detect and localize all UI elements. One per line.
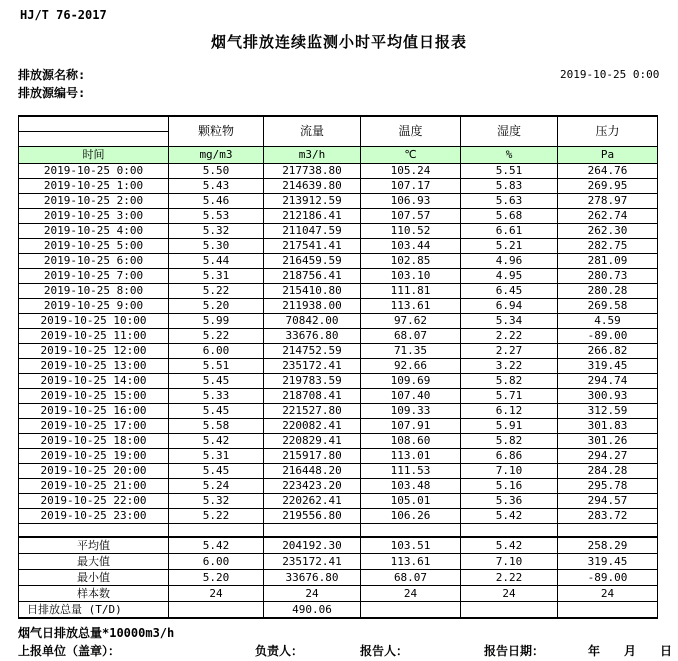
row-value: 68.07: [361, 328, 461, 343]
row-value: 111.81: [361, 283, 461, 298]
row-value: 105.01: [361, 493, 461, 508]
table-row: [19, 478, 658, 493]
row-label: 2019-10-25 0:00: [19, 163, 169, 178]
row-label: 日排放总量 (T/D): [19, 602, 169, 619]
row-value: 5.45: [169, 403, 264, 418]
row-value: 217738.80: [264, 163, 361, 178]
row-value: 3.22: [461, 358, 558, 373]
row-value: 281.09: [558, 253, 658, 268]
reporter-label: 报告人：: [360, 644, 409, 658]
row-value: 284.28: [558, 463, 658, 478]
table-row: [19, 493, 658, 508]
col-header-temperature: 温度: [361, 116, 461, 146]
row-value: 70842.00: [264, 313, 361, 328]
row-value: 106.26: [361, 508, 461, 523]
row-value: 223423.20: [264, 478, 361, 493]
row-value: 258.29: [558, 537, 658, 554]
row-value: 217541.41: [264, 238, 361, 253]
summary-row: [19, 586, 658, 602]
summary-row: [19, 537, 658, 554]
row-value: 5.22: [169, 328, 264, 343]
row-value: 490.06: [264, 602, 361, 619]
table-row: [19, 298, 658, 313]
total-emission-note: 烟气日排放总量*10000m3/h: [18, 626, 175, 640]
row-label: 2019-10-25 20:00: [19, 463, 169, 478]
row-value: 5.32: [169, 223, 264, 238]
row-value: 212186.41: [264, 208, 361, 223]
row-value: 5.44: [169, 253, 264, 268]
spacer-section: [19, 523, 658, 537]
day-label: 日: [660, 644, 673, 658]
row-value: 6.61: [461, 223, 558, 238]
row-value: -89.00: [558, 328, 658, 343]
row-label: 最大值: [19, 554, 169, 570]
row-value: 5.21: [461, 238, 558, 253]
header-row-pollutants: [19, 116, 658, 131]
row-value: 109.69: [361, 373, 461, 388]
unit-flow: m3/h: [264, 146, 361, 163]
row-value: 5.82: [461, 433, 558, 448]
row-value: 5.20: [169, 570, 264, 586]
row-value: 97.62: [361, 313, 461, 328]
row-value: 5.30: [169, 238, 264, 253]
row-value: 220829.41: [264, 433, 361, 448]
row-value: 294.57: [558, 493, 658, 508]
row-value: 269.95: [558, 178, 658, 193]
row-value: 110.52: [361, 223, 461, 238]
table-row: [19, 388, 658, 403]
row-value: 262.30: [558, 223, 658, 238]
row-value: 6.00: [169, 343, 264, 358]
row-value: 103.51: [361, 537, 461, 554]
row-value: [361, 602, 461, 619]
row-value: 5.43: [169, 178, 264, 193]
summary-row: [19, 554, 658, 570]
row-value: 220262.41: [264, 493, 361, 508]
row-value: 4.95: [461, 268, 558, 283]
hourly-report-table: [18, 115, 658, 619]
row-value: 215917.80: [264, 448, 361, 463]
row-value: 266.82: [558, 343, 658, 358]
row-label: 2019-10-25 8:00: [19, 283, 169, 298]
table-row: [19, 343, 658, 358]
table-row: [19, 328, 658, 343]
row-value: 5.31: [169, 448, 264, 463]
table-row: [19, 433, 658, 448]
report-date-label: 报告日期：: [484, 644, 545, 658]
row-value: 5.42: [461, 537, 558, 554]
row-value: 111.53: [361, 463, 461, 478]
row-value: 106.93: [361, 193, 461, 208]
summary-row: [19, 570, 658, 586]
row-value: 5.24: [169, 478, 264, 493]
col-header-humidity: 湿度: [461, 116, 558, 146]
spacer-row: [19, 523, 658, 537]
row-label: 2019-10-25 16:00: [19, 403, 169, 418]
table-row: [19, 163, 658, 178]
row-label: 2019-10-25 14:00: [19, 373, 169, 388]
unit-particulate: mg/m3: [169, 146, 264, 163]
report-datetime: 2019-10-25 0:00: [560, 68, 660, 81]
table-row: [19, 508, 658, 523]
row-value: 102.85: [361, 253, 461, 268]
col-header-particulate: 颗粒物: [169, 116, 264, 146]
row-label: 2019-10-25 2:00: [19, 193, 169, 208]
responsible-person-label: 负责人：: [255, 644, 304, 658]
row-value: 218756.41: [264, 268, 361, 283]
time-header: 时间: [19, 146, 169, 163]
row-value: 214639.80: [264, 178, 361, 193]
row-label: 2019-10-25 12:00: [19, 343, 169, 358]
row-value: 6.45: [461, 283, 558, 298]
row-value: 5.45: [169, 373, 264, 388]
row-value: 220082.41: [264, 418, 361, 433]
row-value: 5.46: [169, 193, 264, 208]
row-value: 319.45: [558, 358, 658, 373]
row-label: 2019-10-25 5:00: [19, 238, 169, 253]
row-value: 5.31: [169, 268, 264, 283]
row-label: 2019-10-25 17:00: [19, 418, 169, 433]
row-label: 2019-10-25 1:00: [19, 178, 169, 193]
row-value: 213912.59: [264, 193, 361, 208]
source-name-label: 排放源名称:: [18, 68, 86, 82]
row-value: 5.34: [461, 313, 558, 328]
row-value: 219556.80: [264, 508, 361, 523]
row-value: 5.22: [169, 283, 264, 298]
row-value: 264.76: [558, 163, 658, 178]
row-value: 5.16: [461, 478, 558, 493]
standard-code: HJ/T 76-2017: [20, 8, 107, 22]
row-value: 5.53: [169, 208, 264, 223]
row-value: 109.33: [361, 403, 461, 418]
month-label: 月: [624, 644, 637, 658]
row-value: 108.60: [361, 433, 461, 448]
row-value: 5.51: [461, 163, 558, 178]
table-row: [19, 448, 658, 463]
row-value: 204192.30: [264, 537, 361, 554]
row-value: 107.91: [361, 418, 461, 433]
summary-row: [19, 602, 658, 619]
row-value: 282.75: [558, 238, 658, 253]
col-header-flow: 流量: [264, 116, 361, 146]
table-row: [19, 313, 658, 328]
row-value: 68.07: [361, 570, 461, 586]
row-value: 5.42: [169, 537, 264, 554]
row-value: 24: [169, 586, 264, 602]
row-value: [169, 602, 264, 619]
row-value: 7.10: [461, 554, 558, 570]
row-value: 269.58: [558, 298, 658, 313]
row-value: 294.27: [558, 448, 658, 463]
row-value: 312.59: [558, 403, 658, 418]
summary-rows: [19, 537, 658, 618]
hourly-rows: [19, 163, 658, 523]
row-value: 5.71: [461, 388, 558, 403]
row-value: 5.63: [461, 193, 558, 208]
row-value: 5.32: [169, 493, 264, 508]
row-value: 7.10: [461, 463, 558, 478]
table-row: [19, 418, 658, 433]
row-value: 5.42: [169, 433, 264, 448]
col-header-pressure: 压力: [558, 116, 658, 146]
row-value: 6.94: [461, 298, 558, 313]
table-row: [19, 283, 658, 298]
row-value: 103.48: [361, 478, 461, 493]
signature-line: [0, 642, 678, 658]
row-value: 294.74: [558, 373, 658, 388]
row-value: 24: [361, 586, 461, 602]
row-value: 5.33: [169, 388, 264, 403]
unit-humidity: %: [461, 146, 558, 163]
row-value: 92.66: [361, 358, 461, 373]
row-value: 319.45: [558, 554, 658, 570]
row-label: 2019-10-25 4:00: [19, 223, 169, 238]
row-value: 216459.59: [264, 253, 361, 268]
source-id-label: 排放源编号:: [18, 86, 86, 100]
row-label: 2019-10-25 22:00: [19, 493, 169, 508]
row-value: 5.58: [169, 418, 264, 433]
row-value: 235172.41: [264, 358, 361, 373]
row-value: 107.17: [361, 178, 461, 193]
row-label: 2019-10-25 6:00: [19, 253, 169, 268]
row-value: 113.61: [361, 554, 461, 570]
row-value: 211047.59: [264, 223, 361, 238]
row-label: 2019-10-25 19:00: [19, 448, 169, 463]
table-row: [19, 358, 658, 373]
row-value: 262.74: [558, 208, 658, 223]
row-value: 5.50: [169, 163, 264, 178]
row-value: 283.72: [558, 508, 658, 523]
row-value: -89.00: [558, 570, 658, 586]
row-value: 4.59: [558, 313, 658, 328]
table-row: [19, 463, 658, 478]
table-row: [19, 178, 658, 193]
row-value: 295.78: [558, 478, 658, 493]
table-row: [19, 253, 658, 268]
row-value: 107.40: [361, 388, 461, 403]
row-label: 2019-10-25 21:00: [19, 478, 169, 493]
row-value: 113.61: [361, 298, 461, 313]
row-value: 221527.80: [264, 403, 361, 418]
table-row: [19, 403, 658, 418]
table-row: [19, 268, 658, 283]
row-value: 211938.00: [264, 298, 361, 313]
row-value: 24: [264, 586, 361, 602]
table-row: [19, 238, 658, 253]
row-value: [558, 602, 658, 619]
row-value: 219783.59: [264, 373, 361, 388]
row-value: 105.24: [361, 163, 461, 178]
row-value: 235172.41: [264, 554, 361, 570]
row-value: 5.51: [169, 358, 264, 373]
row-value: 5.42: [461, 508, 558, 523]
table-row: [19, 208, 658, 223]
row-label: 2019-10-25 7:00: [19, 268, 169, 283]
row-value: 280.28: [558, 283, 658, 298]
row-value: 5.99: [169, 313, 264, 328]
row-value: 6.86: [461, 448, 558, 463]
row-value: 6.12: [461, 403, 558, 418]
row-value: 5.20: [169, 298, 264, 313]
row-value: 2.22: [461, 328, 558, 343]
time-header-blank-top: [19, 116, 169, 131]
row-value: 24: [558, 586, 658, 602]
row-value: 301.26: [558, 433, 658, 448]
row-value: 4.96: [461, 253, 558, 268]
row-label: 2019-10-25 3:00: [19, 208, 169, 223]
row-value: 5.68: [461, 208, 558, 223]
row-label: 最小值: [19, 570, 169, 586]
row-label: 2019-10-25 10:00: [19, 313, 169, 328]
row-value: 280.73: [558, 268, 658, 283]
row-value: 5.91: [461, 418, 558, 433]
row-value: 2.27: [461, 343, 558, 358]
row-value: 300.93: [558, 388, 658, 403]
unit-pressure: Pa: [558, 146, 658, 163]
row-value: 5.82: [461, 373, 558, 388]
row-value: 2.22: [461, 570, 558, 586]
row-value: 33676.80: [264, 328, 361, 343]
row-value: 103.44: [361, 238, 461, 253]
table-row: [19, 193, 658, 208]
row-label: 2019-10-25 11:00: [19, 328, 169, 343]
row-label: 2019-10-25 13:00: [19, 358, 169, 373]
unit-temperature: ℃: [361, 146, 461, 163]
row-label: 2019-10-25 18:00: [19, 433, 169, 448]
row-value: 103.10: [361, 268, 461, 283]
row-label: 样本数: [19, 586, 169, 602]
row-value: 5.22: [169, 508, 264, 523]
row-value: 301.83: [558, 418, 658, 433]
table-row: [19, 373, 658, 388]
row-value: [461, 602, 558, 619]
row-label: 2019-10-25 23:00: [19, 508, 169, 523]
report-unit-label: 上报单位（盖章）：: [18, 644, 121, 658]
row-value: 278.97: [558, 193, 658, 208]
row-value: 5.36: [461, 493, 558, 508]
unit-row: [19, 146, 658, 163]
table-row: [19, 223, 658, 238]
row-label: 平均值: [19, 537, 169, 554]
row-label: 2019-10-25 9:00: [19, 298, 169, 313]
time-header-blank-bottom: [19, 131, 169, 146]
row-value: 107.57: [361, 208, 461, 223]
row-value: 218708.41: [264, 388, 361, 403]
row-value: 6.00: [169, 554, 264, 570]
page-title: 烟气排放连续监测小时平均值日报表: [210, 33, 467, 51]
row-label: 2019-10-25 15:00: [19, 388, 169, 403]
row-value: 215410.80: [264, 283, 361, 298]
year-label: 年: [588, 644, 601, 658]
row-value: 214752.59: [264, 343, 361, 358]
row-value: 5.45: [169, 463, 264, 478]
row-value: 71.35: [361, 343, 461, 358]
row-value: 24: [461, 586, 558, 602]
row-value: 113.01: [361, 448, 461, 463]
row-value: 216448.20: [264, 463, 361, 478]
row-value: 5.83: [461, 178, 558, 193]
row-value: 33676.80: [264, 570, 361, 586]
